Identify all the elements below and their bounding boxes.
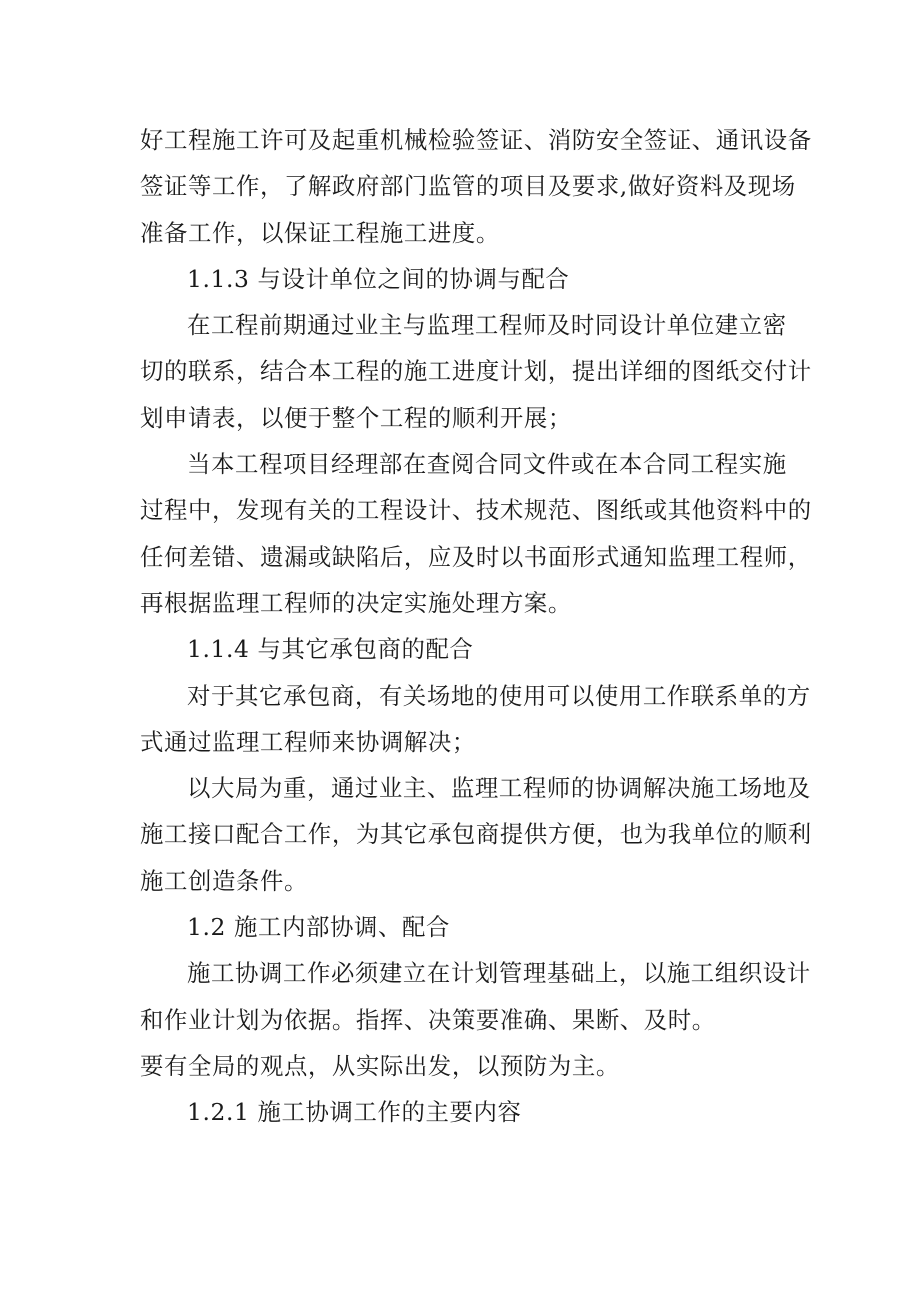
text-line: 式通过监理工程师来协调解决； bbox=[140, 727, 476, 756]
text-line: 当本工程项目经理部在查阅合同文件或在本合同工程实施 bbox=[187, 450, 787, 479]
text-line: 准备工作，以保证工程施工进度。 bbox=[140, 218, 500, 247]
section-heading-1-1-4: 1.1.4 与其它承包商的配合 bbox=[187, 635, 474, 664]
text-line: 再根据监理工程师的决定实施处理方案。 bbox=[140, 588, 572, 617]
text-line: 对于其它承包商，有关场地的使用可以使用工作联系单的方 bbox=[187, 681, 811, 710]
text-line: 签证等工作，了解政府部门监管的项目及要求,做好资料及现场 bbox=[140, 172, 796, 201]
section-heading-1-2: 1.2 施工内部协调、配合 bbox=[187, 913, 450, 942]
text-line: 任何差错、遗漏或缺陷后，应及时以书面形式通知监理工程师， bbox=[140, 542, 812, 571]
section-heading-1-2-1: 1.2.1 施工协调工作的主要内容 bbox=[187, 1098, 522, 1127]
text-line: 施工协调工作必须建立在计划管理基础上，以施工组织设计 bbox=[187, 959, 811, 988]
text-line: 切的联系，结合本工程的施工进度计划，提出详细的图纸交付计 bbox=[140, 357, 812, 386]
text-line: 在工程前期通过业主与监理工程师及时同设计单位建立密 bbox=[187, 311, 787, 340]
text-line: 好工程施工许可及起重机械检验签证、消防安全签证、通讯设备 bbox=[140, 126, 812, 154]
text-line: 施工创造条件。 bbox=[140, 866, 308, 895]
section-heading-1-1-3: 1.1.3 与设计单位之间的协调与配合 bbox=[187, 264, 570, 293]
text-line: 划申请表，以便于整个工程的顺利开展； bbox=[140, 403, 572, 432]
document-body bbox=[140, 117, 812, 1136]
text-line: 要有全局的观点，从实际出发，以预防为主。 bbox=[140, 1051, 620, 1080]
text-line: 施工接口配合工作，为其它承包商提供方便，也为我单位的顺利 bbox=[140, 820, 812, 849]
text-line: 和作业计划为依据。指挥、决策要准确、果断、及时。 bbox=[140, 1005, 716, 1034]
text-line: 过程中，发现有关的工程设计、技术规范、图纸或其他资料中的 bbox=[140, 496, 812, 525]
text-line: 以大局为重，通过业主、监理工程师的协调解决施工场地及 bbox=[187, 774, 811, 803]
